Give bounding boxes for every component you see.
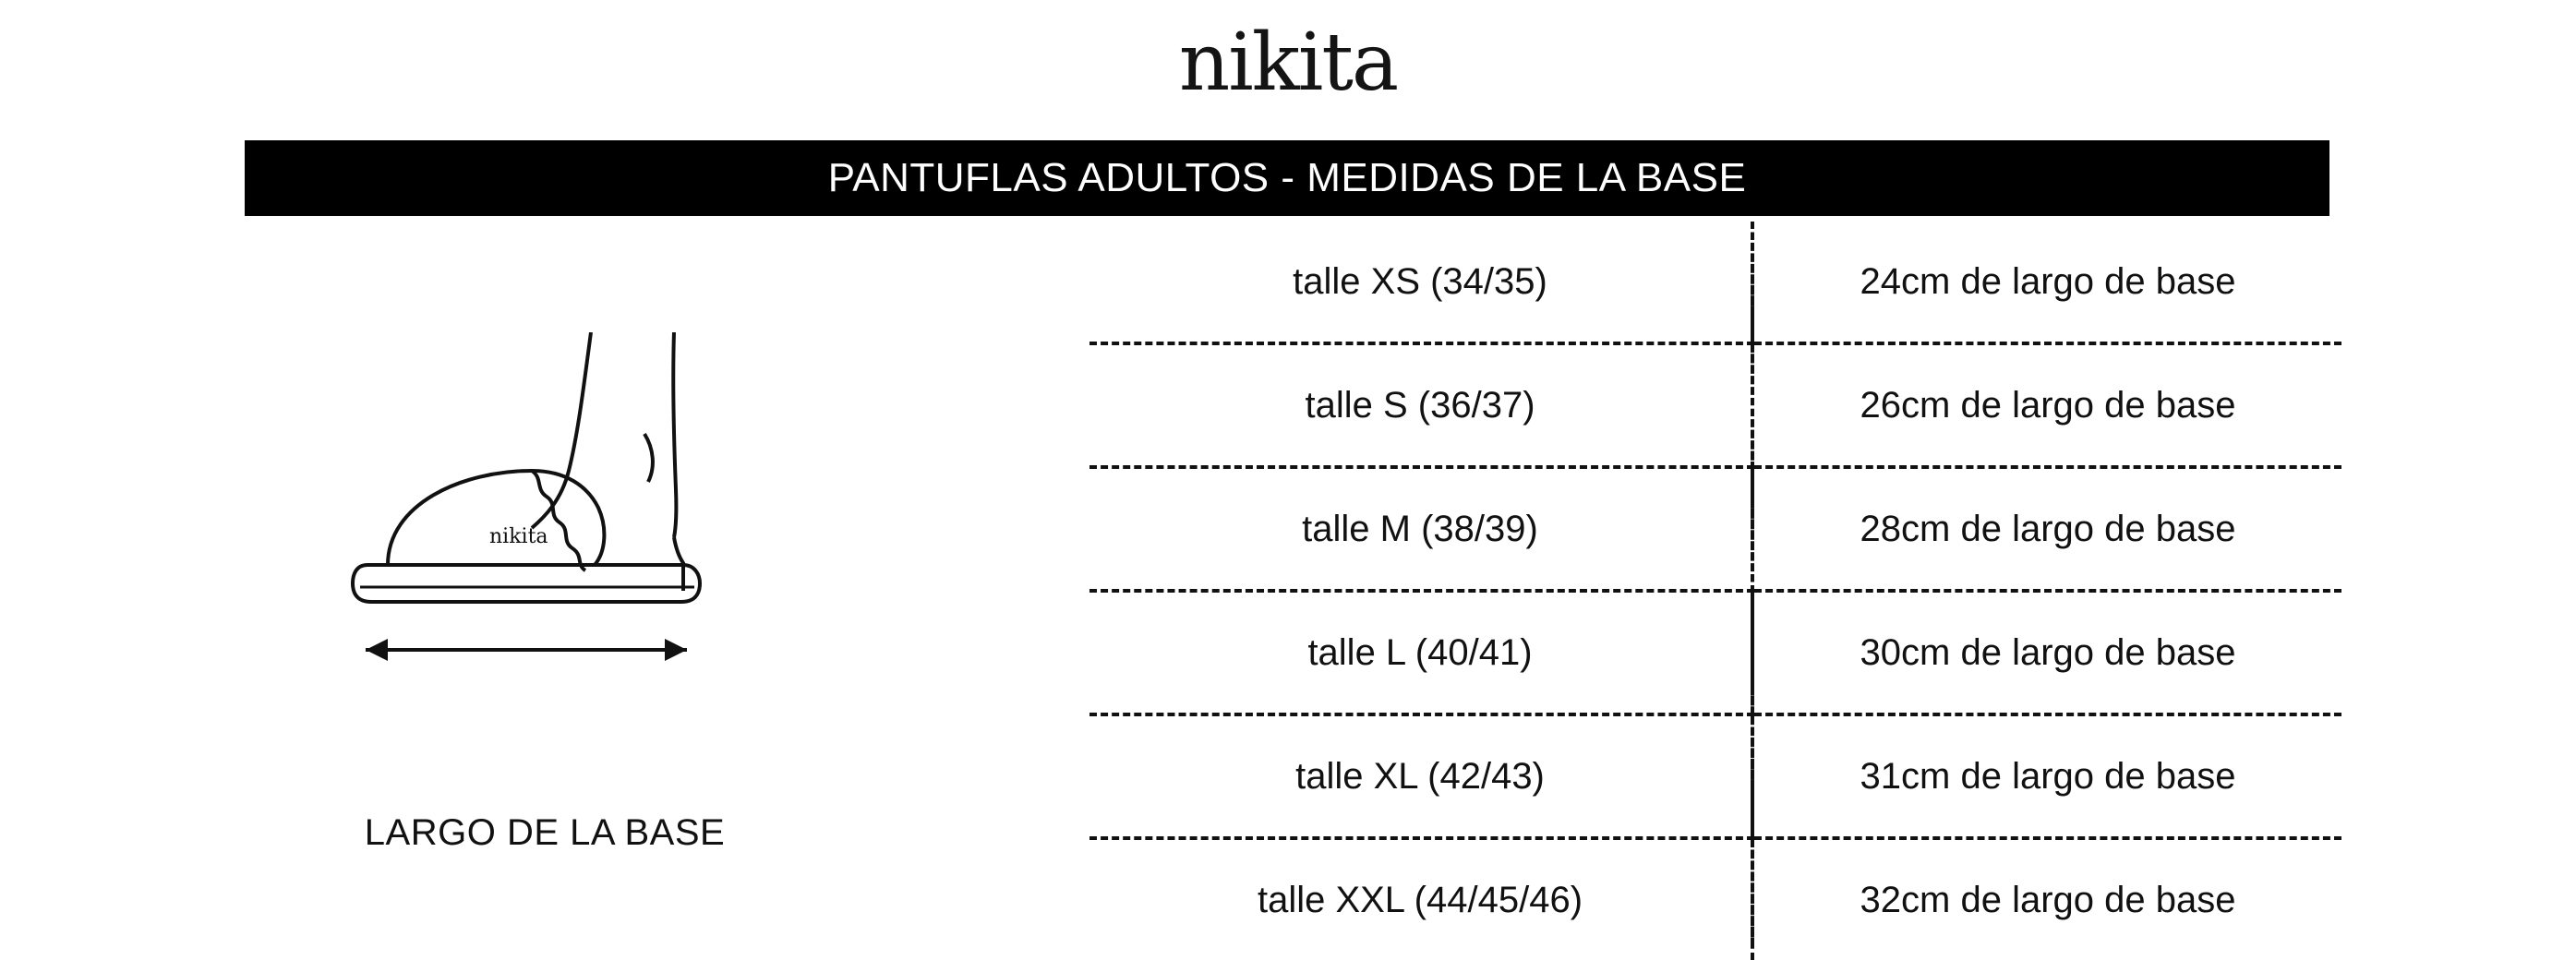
size-label: talle L (40/41) xyxy=(1089,591,1752,714)
size-label: talle XL (42/43) xyxy=(1089,714,1752,838)
column-divider xyxy=(1751,222,1754,945)
illustration-column xyxy=(0,222,1089,945)
illustration-caption: LARGO DE LA BASE xyxy=(364,812,726,853)
size-label: talle S (36/37) xyxy=(1089,343,1752,467)
table-row xyxy=(1089,591,2341,714)
measure-label: 28cm de largo de base xyxy=(1752,467,2341,591)
table-row xyxy=(1089,467,2341,591)
table-row xyxy=(1089,222,2341,343)
size-label: talle XXL (44/45/46) xyxy=(1089,838,1752,960)
measure-label: 30cm de largo de base xyxy=(1752,591,2341,714)
page-title: PANTUFLAS ADULTOS - MEDIDAS DE LA BASE xyxy=(827,155,1747,200)
table-row xyxy=(1089,714,2341,838)
measure-label: 26cm de largo de base xyxy=(1752,343,2341,467)
size-label: talle M (38/39) xyxy=(1089,467,1752,591)
main-content xyxy=(0,222,2576,945)
size-table xyxy=(1089,222,2341,960)
title-banner xyxy=(245,140,2329,216)
nikita-wordmark-icon: nikita xyxy=(1178,16,1398,109)
measure-label: 32cm de largo de base xyxy=(1860,879,2236,920)
table-row xyxy=(1089,343,2341,467)
brand-logo xyxy=(0,0,2576,125)
slipper-illustration-icon xyxy=(351,332,794,683)
size-label: talle XS (34/35) xyxy=(1089,222,1752,343)
measure-label: 24cm de largo de base xyxy=(1752,222,2341,343)
size-table-column xyxy=(1089,222,2576,945)
svg-text:nikita: nikita xyxy=(489,525,548,548)
table-row xyxy=(1089,838,2341,960)
measure-label: 31cm de largo de base xyxy=(1752,714,2341,838)
